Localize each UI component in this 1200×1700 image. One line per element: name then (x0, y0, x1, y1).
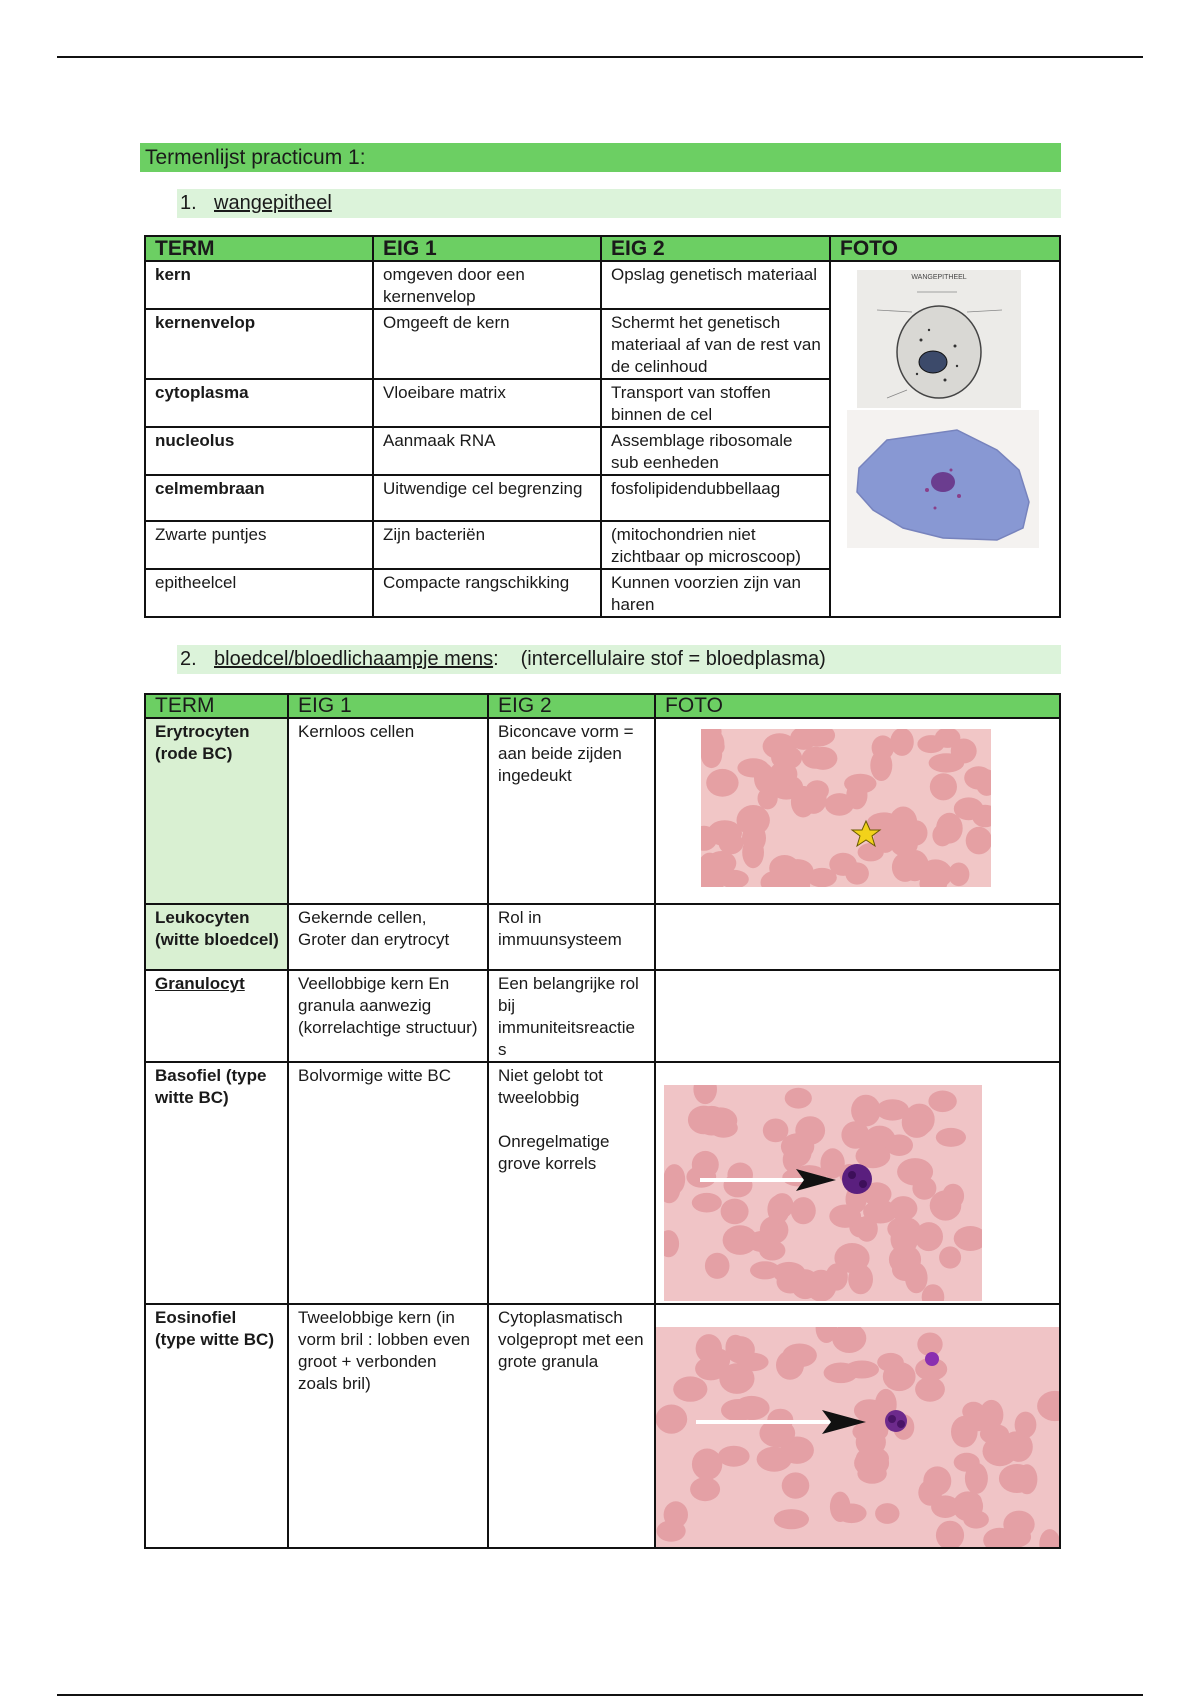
red-blood-cell (923, 1466, 951, 1495)
red-blood-cell (718, 1446, 750, 1467)
table-row (145, 1304, 1060, 1548)
eig2-cell: Transport van stoffen binnen de cel (601, 379, 830, 427)
eig2-cell: fosfolipidendubbellaag (601, 475, 830, 521)
red-blood-cell (692, 1449, 722, 1481)
red-blood-cell (782, 1472, 810, 1498)
term-cell: celmembraan (145, 475, 373, 521)
header-term: TERM (145, 694, 288, 718)
term-cell: Zwarte puntjes (145, 521, 373, 569)
red-blood-cell (931, 1495, 959, 1518)
red-blood-cell (692, 1151, 719, 1178)
section-2-colon: : (493, 648, 499, 670)
eig2-cell: Schermt het genetisch materiaal af van de rest van de celinhoud (601, 309, 830, 379)
red-blood-cell (723, 1225, 758, 1255)
erytrocyten-photo-cell (655, 718, 1060, 904)
red-blood-cell (836, 1504, 866, 1524)
bottom-rule (57, 1694, 1143, 1696)
section-2-number: 2. (180, 648, 197, 670)
eig2-cell: Opslag genetisch materiaal (601, 261, 830, 309)
header-foto: FOTO (655, 694, 1060, 718)
red-blood-cell (890, 729, 914, 756)
red-blood-cell (932, 824, 952, 846)
red-blood-cell (939, 1246, 961, 1268)
table-row (145, 261, 1060, 309)
eig2-cell: Assemblage ribosomale sub eenheden (601, 427, 830, 475)
red-blood-cell (721, 1399, 755, 1421)
red-blood-cell (707, 851, 737, 875)
table-row (145, 1062, 1060, 1304)
red-blood-cell (806, 1270, 837, 1301)
term-cell: Eosinofiel (type witte BC) (145, 1304, 288, 1548)
eig2-cell: Een belangrijke rol bij immuniteitsreactie s (488, 970, 655, 1062)
red-blood-cell (809, 747, 838, 770)
page-title-text: Termenlijst practicum 1: (145, 146, 366, 169)
red-blood-cell (892, 853, 918, 882)
term-cell: epitheelcel (145, 569, 373, 617)
eig1-cell: Tweelobbige kern (in vorm bril : lobben even groot + verbonden zoals bril) (288, 1304, 488, 1548)
red-blood-cell (877, 1353, 904, 1372)
red-blood-cell (962, 1492, 982, 1510)
red-blood-cell (858, 843, 884, 861)
eig2-cell (488, 1062, 655, 1304)
table-row (145, 904, 1060, 970)
basofiel-photo-cell (655, 1062, 1060, 1304)
section-2-note: (intercellulaire stof = bloedplasma) (520, 648, 826, 670)
red-blood-cell (856, 1447, 889, 1470)
red-blood-cell (695, 1106, 728, 1136)
section-1-number: 1. (180, 192, 197, 214)
red-blood-cell (727, 1163, 753, 1188)
red-blood-cell (915, 1222, 943, 1251)
red-blood-cell (845, 862, 869, 884)
term-cell: Basofiel (type witte BC) (145, 1062, 288, 1304)
red-blood-cell (872, 735, 894, 760)
header-term: TERM (145, 236, 373, 261)
red-blood-cell (767, 1195, 789, 1224)
top-rule (57, 56, 1143, 58)
section-1-heading (177, 189, 1061, 218)
header-eig2: EIG 2 (488, 694, 655, 718)
eig2-line-b: Onregelmatige grove korrels (498, 1132, 610, 1173)
red-blood-cell (875, 1503, 899, 1524)
red-blood-cell (774, 1509, 809, 1529)
red-blood-cell (690, 1477, 720, 1501)
eig2-cell: Kunnen voorzien zijn van haren (601, 569, 830, 617)
red-blood-cell (929, 753, 965, 772)
red-blood-cell (769, 762, 797, 787)
term-cell: nucleolus (145, 427, 373, 475)
term-cell: kernenvelop (145, 309, 373, 379)
red-blood-cell (892, 1259, 919, 1281)
diagram-label: WANGEPITHEEL (911, 274, 967, 281)
eig2-cell: Cytoplasmatisch volgepropt met een grote granula (488, 1304, 655, 1548)
red-blood-cell (954, 1453, 980, 1472)
eig1-cell: Bolvormige witte BC (288, 1062, 488, 1304)
wangepitheel-photo-cell (830, 261, 1060, 617)
red-blood-cell (664, 1501, 688, 1528)
red-blood-cell (785, 1088, 812, 1109)
table-row (145, 718, 1060, 904)
red-blood-cell (954, 797, 984, 820)
page-title (140, 143, 1061, 172)
eig1-cell: Omgeeft de kern (373, 309, 601, 379)
term-cell: Granulocyt (145, 970, 288, 1062)
header-eig2: EIG 2 (601, 236, 830, 261)
table-header-row (145, 694, 1060, 718)
red-blood-cell (1017, 1464, 1038, 1494)
wangepitheel-table (144, 235, 1061, 618)
red-blood-cell (965, 1413, 989, 1432)
red-blood-cell (791, 1197, 816, 1224)
eig1-cell: Uitwendige cel begrenzing (373, 475, 601, 521)
erytrocyten-microscope-image (701, 729, 991, 887)
red-blood-cell (763, 1119, 789, 1143)
eig2-line-a: Niet gelobt tot tweelobbig (498, 1066, 603, 1107)
section-2-title: bloedcel/bloedlichaampje mens (214, 648, 494, 670)
section-1-title: wangepitheel (214, 192, 332, 214)
red-blood-cell (829, 1205, 861, 1228)
empty-photo-cell (655, 970, 1060, 1062)
red-blood-cell (776, 1350, 804, 1379)
red-blood-cell (844, 774, 876, 794)
red-blood-cell (721, 1199, 749, 1225)
eig2-cell: Biconcave vorm = aan beide zijden ingedeukt (488, 718, 655, 904)
wangepitheel-diagram-image (857, 270, 1021, 408)
red-blood-cell (791, 786, 815, 818)
section-2-heading (177, 645, 1061, 674)
eig1-cell: Aanmaak RNA (373, 427, 601, 475)
eig1-cell: Kernloos cellen (288, 718, 488, 904)
header-eig1: EIG 1 (288, 694, 488, 718)
eig2-cell: (mitochondrien niet zichtbaar op microscoop) (601, 521, 830, 569)
red-blood-cell (786, 1138, 812, 1167)
red-blood-cell (851, 1095, 881, 1127)
basofiel-microscope-image (664, 1085, 982, 1301)
red-blood-cell (705, 1253, 730, 1279)
red-blood-cell (737, 1353, 769, 1371)
eig1-cell: Compacte rangschikking (373, 569, 601, 617)
header-eig1: EIG 1 (373, 236, 601, 261)
eosinofiel-microscope-image (656, 1327, 1059, 1548)
red-blood-cell (706, 769, 738, 797)
wangepitheel-microscope-image (847, 410, 1039, 548)
red-blood-cell (656, 1405, 687, 1434)
term-cell: kern (145, 261, 373, 309)
red-blood-cell (928, 1091, 956, 1113)
eosinofiel-photo-cell (655, 1304, 1060, 1548)
eig1-cell: Zijn bacteriën (373, 521, 601, 569)
red-blood-cell (825, 793, 854, 816)
red-blood-cell (966, 827, 991, 855)
term-cell: cytoplasma (145, 379, 373, 427)
table-row (145, 970, 1060, 1062)
red-blood-cell (904, 820, 928, 845)
red-blood-cell (845, 1361, 879, 1379)
red-blood-cell (1003, 1431, 1028, 1460)
red-blood-cell (963, 1510, 989, 1528)
term-cell: Leukocyten (witte bloedcel) (145, 904, 288, 970)
eig1-cell: Gekernde cellen, Groter dan erytrocyt (288, 904, 488, 970)
red-blood-cell (930, 1190, 962, 1220)
eig1-cell: Vloeibare matrix (373, 379, 601, 427)
red-blood-cell (692, 1193, 722, 1213)
red-blood-cell (936, 1128, 966, 1147)
red-blood-cell (673, 1376, 707, 1401)
red-blood-cell (707, 820, 742, 846)
red-blood-cell (763, 733, 797, 759)
eig2-cell: Rol in immuunsysteem (488, 904, 655, 970)
term-cell: Erytrocyten (rode BC) (145, 718, 288, 904)
header-foto: FOTO (830, 236, 1060, 261)
red-blood-cell (902, 1107, 932, 1138)
red-blood-cell (848, 1264, 873, 1294)
empty-photo-cell (655, 904, 1060, 970)
bloedcel-table (144, 693, 1061, 1549)
red-blood-cell (781, 859, 813, 882)
table-header-row (145, 236, 1060, 261)
red-blood-cell (930, 773, 957, 800)
eig1-cell: Veellobbige kern En granula aanwezig (korrelachtige structuur) (288, 970, 488, 1062)
red-blood-cell (912, 1177, 936, 1200)
eig1-cell: omgeven door een kernenvelop (373, 261, 601, 309)
